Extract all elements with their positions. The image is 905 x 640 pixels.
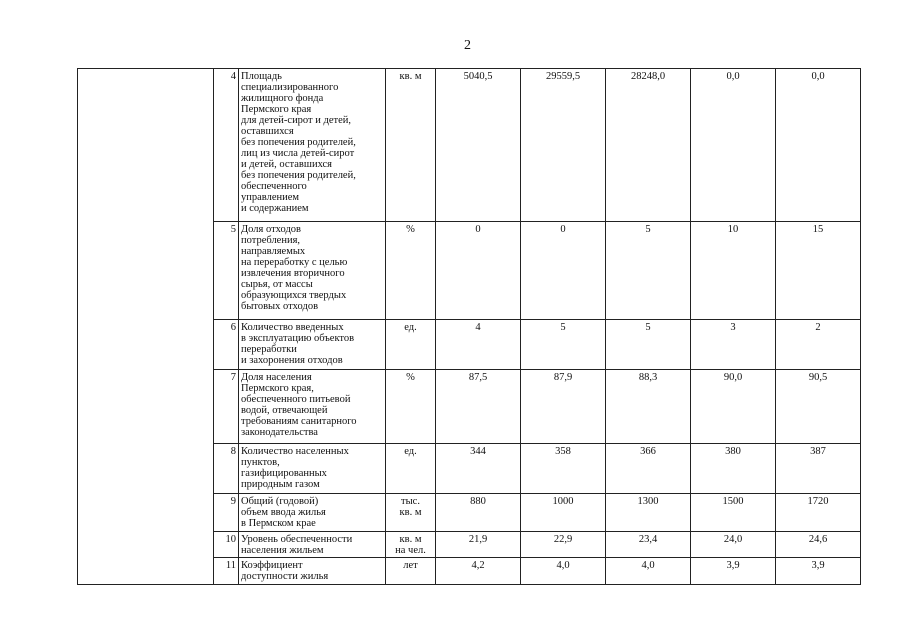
value-cell: 5040,5 bbox=[436, 69, 521, 222]
indicator-name: Общий (годовой) объем ввода жилья в Пермском крае bbox=[239, 494, 386, 532]
value-cell: 15 bbox=[776, 222, 861, 320]
unit-cell: кв. м bbox=[386, 69, 436, 222]
value-cell: 90,5 bbox=[776, 370, 861, 444]
row-number: 10 bbox=[214, 532, 239, 558]
value-cell: 88,3 bbox=[606, 370, 691, 444]
value-cell: 5 bbox=[606, 320, 691, 370]
value-cell: 24,6 bbox=[776, 532, 861, 558]
value-cell: 28248,0 bbox=[606, 69, 691, 222]
value-cell: 4 bbox=[436, 320, 521, 370]
value-cell: 5 bbox=[521, 320, 606, 370]
page-number: 2 bbox=[464, 38, 471, 53]
value-cell: 2 bbox=[776, 320, 861, 370]
value-cell: 0 bbox=[521, 222, 606, 320]
indicator-name: Коэффициент доступности жилья bbox=[239, 558, 386, 585]
value-cell: 358 bbox=[521, 444, 606, 494]
value-cell: 1000 bbox=[521, 494, 606, 532]
row-number: 8 bbox=[214, 444, 239, 494]
value-cell: 387 bbox=[776, 444, 861, 494]
row-number: 6 bbox=[214, 320, 239, 370]
indicator-name: Доля отходов потребления, направляемых на переработку с целью извлечения вторичного сырья, от массы образующихся твердых бытовых отходов bbox=[239, 222, 386, 320]
indicator-name: Площадь специализированного жилищного фонда Пермского края для детей-сирот и детей, оставшихся без попечения родителей, лиц из числа детей-сирот и детей, оставшихся без попечения родителей, обеспеченного управлением и содержанием bbox=[239, 69, 386, 222]
value-cell: 10 bbox=[691, 222, 776, 320]
empty-left-column bbox=[78, 69, 214, 585]
unit-cell: ед. bbox=[386, 320, 436, 370]
indicators-table bbox=[77, 68, 861, 585]
value-cell: 380 bbox=[691, 444, 776, 494]
row-number: 9 bbox=[214, 494, 239, 532]
indicator-name: Количество населенных пунктов, газифицированных природным газом bbox=[239, 444, 386, 494]
value-cell: 0,0 bbox=[691, 69, 776, 222]
value-cell: 344 bbox=[436, 444, 521, 494]
value-cell: 3,9 bbox=[691, 558, 776, 585]
unit-cell: кв. м на чел. bbox=[386, 532, 436, 558]
row-number: 7 bbox=[214, 370, 239, 444]
value-cell: 0,0 bbox=[776, 69, 861, 222]
value-cell: 29559,5 bbox=[521, 69, 606, 222]
value-cell: 90,0 bbox=[691, 370, 776, 444]
unit-cell: ед. bbox=[386, 444, 436, 494]
value-cell: 24,0 bbox=[691, 532, 776, 558]
table-row bbox=[78, 69, 861, 222]
value-cell: 87,5 bbox=[436, 370, 521, 444]
row-number: 4 bbox=[214, 69, 239, 222]
indicator-name: Уровень обеспеченности населения жильем bbox=[239, 532, 386, 558]
value-cell: 1720 bbox=[776, 494, 861, 532]
unit-cell: % bbox=[386, 370, 436, 444]
unit-cell: % bbox=[386, 222, 436, 320]
value-cell: 1300 bbox=[606, 494, 691, 532]
value-cell: 5 bbox=[606, 222, 691, 320]
value-cell: 23,4 bbox=[606, 532, 691, 558]
value-cell: 4,2 bbox=[436, 558, 521, 585]
row-number: 5 bbox=[214, 222, 239, 320]
row-number: 11 bbox=[214, 558, 239, 585]
value-cell: 3,9 bbox=[776, 558, 861, 585]
value-cell: 1500 bbox=[691, 494, 776, 532]
value-cell: 366 bbox=[606, 444, 691, 494]
value-cell: 87,9 bbox=[521, 370, 606, 444]
unit-cell: лет bbox=[386, 558, 436, 585]
value-cell: 4,0 bbox=[521, 558, 606, 585]
value-cell: 0 bbox=[436, 222, 521, 320]
value-cell: 22,9 bbox=[521, 532, 606, 558]
value-cell: 4,0 bbox=[606, 558, 691, 585]
value-cell: 21,9 bbox=[436, 532, 521, 558]
indicator-name: Доля населения Пермского края, обеспеченного питьевой водой, отвечающей требованиям санитарного законодательства bbox=[239, 370, 386, 444]
value-cell: 880 bbox=[436, 494, 521, 532]
unit-cell: тыс. кв. м bbox=[386, 494, 436, 532]
value-cell: 3 bbox=[691, 320, 776, 370]
indicator-name: Количество введенных в эксплуатацию объектов переработки и захоронения отходов bbox=[239, 320, 386, 370]
